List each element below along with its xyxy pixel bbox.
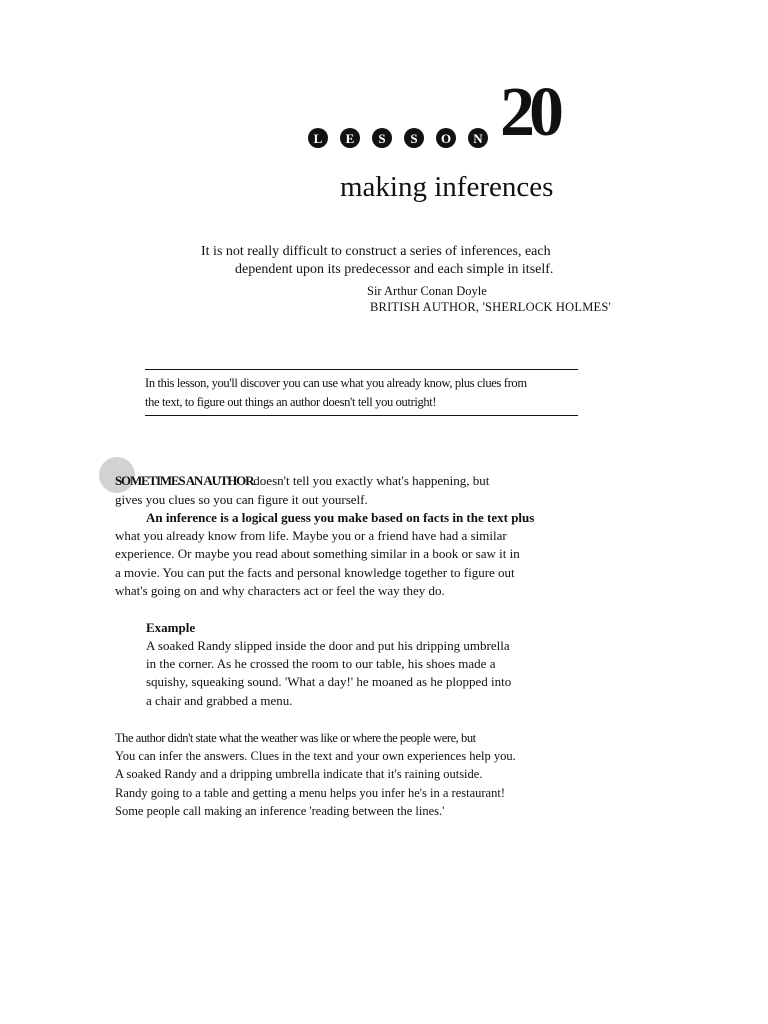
explanation-line: The author didn't state what the weather was like or where the people were, but xyxy=(115,731,476,745)
paragraph-line: what's going on and why characters act or feel the way they do. xyxy=(115,583,445,598)
epigraph-line: It is not really difficult to construct a series of inferences, each xyxy=(201,244,551,259)
paragraph-line: gives you clues so you can figure it out yourself. xyxy=(115,492,368,507)
intro-text-line: the text, to figure out things an author doesn't tell you outright! xyxy=(145,395,437,409)
intro-text-line: In this lesson, you'll discover you can use what you already know, plus clues from xyxy=(145,376,527,390)
lesson-title: making inferences xyxy=(340,171,554,203)
epigraph-source: BRITISH AUTHOR, 'SHERLOCK HOLMES' xyxy=(370,300,611,314)
intro-top-rule xyxy=(145,369,578,370)
lesson-letter-o: O xyxy=(436,128,456,148)
explanation-line: Randy going to a table and getting a menu helps you infer he's in a restaurant! xyxy=(115,786,505,800)
example-heading: Example xyxy=(146,620,196,635)
explanation-line: You can infer the answers. Clues in the text and your own experiences help you. xyxy=(115,749,516,763)
lesson-letter-e: E xyxy=(340,128,360,148)
paragraph-line xyxy=(115,472,489,490)
lesson-letter-s: S xyxy=(372,128,392,148)
lesson-letter-l: L xyxy=(308,128,328,148)
intro-bottom-rule xyxy=(145,415,578,416)
definition-line: An inference is a logical guess you make based on facts in the text plus xyxy=(146,510,535,525)
epigraph-author: Sir Arthur Conan Doyle xyxy=(367,284,487,298)
explanation-line: A soaked Randy and a dripping umbrella indicate that it's raining outside. xyxy=(115,767,483,781)
explanation-line: Some people call making an inference 'reading between the lines.' xyxy=(115,804,445,818)
example-line: in the corner. As he crossed the room to our table, his shoes made a xyxy=(146,656,496,671)
example-line: A soaked Randy slipped inside the door and put his dripping umbrella xyxy=(146,638,510,653)
lesson-letter-n: N xyxy=(468,128,488,148)
lesson-letter-s: S xyxy=(404,128,424,148)
lesson-number: 20 xyxy=(500,74,558,151)
paragraph-line: what you already know from life. Maybe you or a friend have had a similar xyxy=(115,528,507,543)
paragraph-text: doesn't tell you exactly what's happening, but xyxy=(253,473,490,488)
example-line: a chair and grabbed a menu. xyxy=(146,693,293,708)
lesson-label xyxy=(308,128,488,148)
epigraph-line: dependent upon its predecessor and each simple in itself. xyxy=(235,262,554,277)
lead-in-caps: SOMETIMES AN AUTHOR xyxy=(115,473,254,488)
paragraph-line: experience. Or maybe you read about something similar in a book or saw it in xyxy=(115,546,520,561)
example-line: squishy, squeaking sound. 'What a day!' he moaned as he plopped into xyxy=(146,674,512,689)
paragraph-line: a movie. You can put the facts and personal knowledge together to figure out xyxy=(115,565,515,580)
